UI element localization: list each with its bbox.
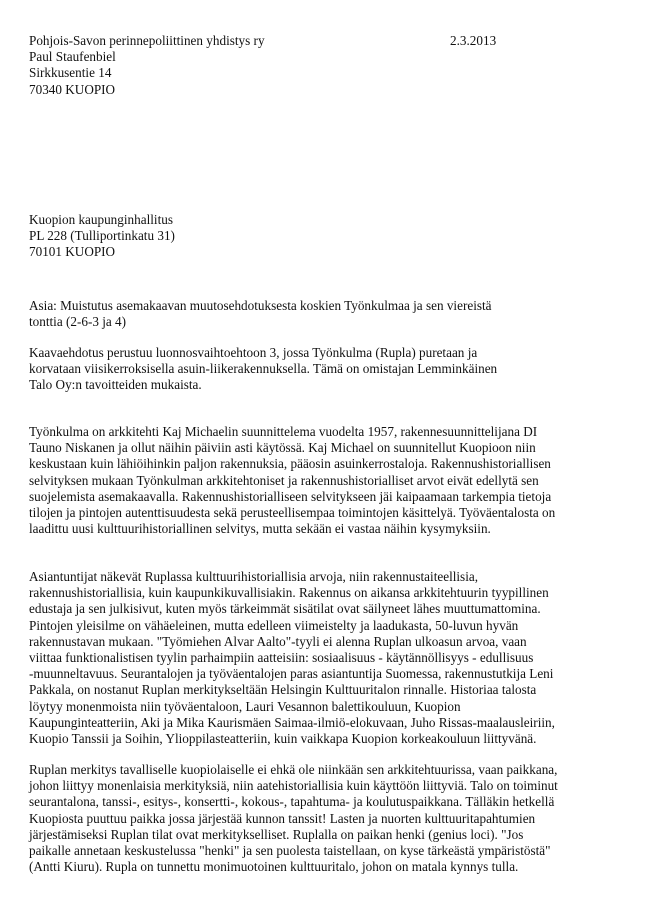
- paragraph-2: [29, 424, 619, 537]
- recipient-address: [29, 212, 619, 261]
- paragraph-3: [29, 569, 619, 747]
- paragraph-4: [29, 762, 619, 875]
- paragraph-line: keskustaan kuin lähiöihinkin paljon rakennuksia, pääosin asuinkerrostaloja. Rakennushistoriallisen: [29, 456, 551, 472]
- letter-date: 2.3.2013: [450, 33, 497, 48]
- paragraph-line: suojelemista asemakaavalla. Rakennushistorialliseen selvitykseen jäi kaipaamaan tarkempia tietoja: [29, 488, 552, 504]
- paragraph-line: korvataan viisikerroksisella asuin-liikerakennuksella. Tämä on omistajan Lemminkäinen: [29, 361, 498, 377]
- paragraph-line: Työnkulma on arkkitehti Kaj Michaelin suunnittelema vuodelta 1957, rakennesuunnittelijana DI: [29, 424, 538, 439]
- sender-postal: 70340 KUOPIO: [29, 81, 116, 97]
- paragraph-line: viittaa funktionalistisen tyylin parhaimpiin aatteisiin: sosiaalisuus - käytännöllisyys - edullisuus: [29, 650, 534, 666]
- paragraph-line: Kaupunginteatteriin, Aki ja Mika Kaurismäen Saimaa-ilmiö-elokuvaan, Juho Rissas-maalausleiriin,: [29, 714, 555, 730]
- subject-line-2: tonttia (2-6-3 ja 4): [29, 314, 127, 330]
- paragraph-line: Pintojen yleisilme on vähäeleinen, mutta edelleen viimeistelty ja laadukasta, 50-luvun hyvän: [29, 617, 519, 633]
- paragraph-line: Tauno Niskanen ja ollut näihin päiviin asti käytössä. Kaj Michael on suunnitellut Kuopioon niin: [29, 440, 536, 456]
- paragraph-line: -muunneltavuus. Seurantalojen ja työväentalojen paras asiantuntija Suomessa, rakennustutkija Leni: [29, 666, 554, 682]
- sender-street: Sirkkusentie 14: [29, 65, 112, 81]
- subject-line: [29, 298, 619, 330]
- sender-name: Paul Staufenbiel: [29, 49, 116, 65]
- paragraph-line: tilojen ja pintojen autenttisuudesta sekä perusteellisempaa toimintojen käsittelyä. Työväentalosta on: [29, 505, 556, 521]
- subject-line-1: Asia: Muistutus asemakaavan muutosehdotuksesta koskien Työnkulmaa ja sen viereistä: [29, 298, 492, 313]
- paragraph-line: rakennushistoriallisia, kuin kaupunkikuvallisiakin. Rakennus on aikansa arkkitehtuurin tyypillinen: [29, 585, 549, 601]
- paragraph-line: Talo Oy:n tavoitteiden mukaista.: [29, 377, 202, 393]
- sender-organization: Pohjois-Savon perinnepoliittinen yhdistys ry: [29, 33, 265, 48]
- paragraph-line: Asiantuntijat näkevät Ruplassa kulttuurihistoriallisia arvoja, niin rakennustaiteellisia,: [29, 569, 479, 584]
- recipient-organization: Kuopion kaupunginhallitus: [29, 212, 173, 227]
- paragraph-line: laadittu uusi kulttuurihistoriallinen selvitys, mutta sekään ei vastaa näihin kysymyksiin.: [29, 521, 491, 537]
- paragraph-line: seurantalona, tanssi-, esitys-, konsertti-, kokous-, tapahtuma- ja koulutuspaikkana. Tälläkin hetkellä: [29, 794, 555, 810]
- paragraph-line: Kuopiosta puuttuu paikka jossa järjestää kunnon tanssit! Lasten ja nuorten kulttuuritapahtumien: [29, 810, 536, 826]
- paragraph-line: johon liittyy monenlaisia merkityksiä, niin aatehistoriallisia kuin käyttöön liittyviä. Talo on toiminut: [29, 778, 558, 794]
- recipient-box: PL 228 (Tulliportinkatu 31): [29, 228, 175, 244]
- recipient-postal: 70101 KUOPIO: [29, 244, 116, 260]
- paragraph-1: [29, 345, 619, 394]
- paragraph-line: paikalle annetaan keskustelussa "henki" ja sen puolesta taistellaan, on kyse tärkeästä ympäristöstä": [29, 843, 551, 859]
- paragraph-line: rakennustavan mukaan. "Työmiehen Alvar Aalto"-tyyli ei alenna Ruplan ulkoasun arvoa, vaan: [29, 633, 527, 649]
- paragraph-line: Ruplan merkitys tavalliselle kuopiolaiselle ei ehkä ole niinkään sen arkkitehtuurissa, vaan paikkana,: [29, 762, 558, 777]
- paragraph-line: löytyy monenmoista niin työväentaloon, Lauri Vesannon balettikouluun, Kuopion: [29, 698, 461, 714]
- paragraph-line: Kaavaehdotus perustuu luonnosvaihtoehtoon 3, jossa Työnkulma (Rupla) puretaan ja: [29, 345, 478, 360]
- paragraph-line: (Antti Kiuru). Rupla on tunnettu monimuotoinen kulttuuritalo, johon on matala kynnys tulla.: [29, 859, 519, 875]
- paragraph-line: selvityksen mukaan Työnkulman arkkitehtoniset ja rakennushistorialliset arvot eivät edellytä sen: [29, 472, 539, 488]
- paragraph-line: järjestämiseksi Ruplan tilat ovat merkitykselliset. Ruplalla on paikan henki (genius loci). "Jos: [29, 826, 524, 842]
- paragraph-line: Pakkala, on nostanut Ruplan merkitykseltään Helsingin Kulttuuritalon rinnalle. Historiaa talosta: [29, 682, 537, 698]
- sender-address: [29, 33, 619, 98]
- paragraph-line: Kuopio Tanssii ja Soihin, Ylioppilasteatteriin, kuin vaikkapa Kuopion korkeakouluun liittyvänä.: [29, 731, 537, 747]
- paragraph-line: edustaja ja sen julkisivut, kuten myös tärkeimmät sisätilat ovat säilyneet lähes muuttumattomina.: [29, 601, 541, 617]
